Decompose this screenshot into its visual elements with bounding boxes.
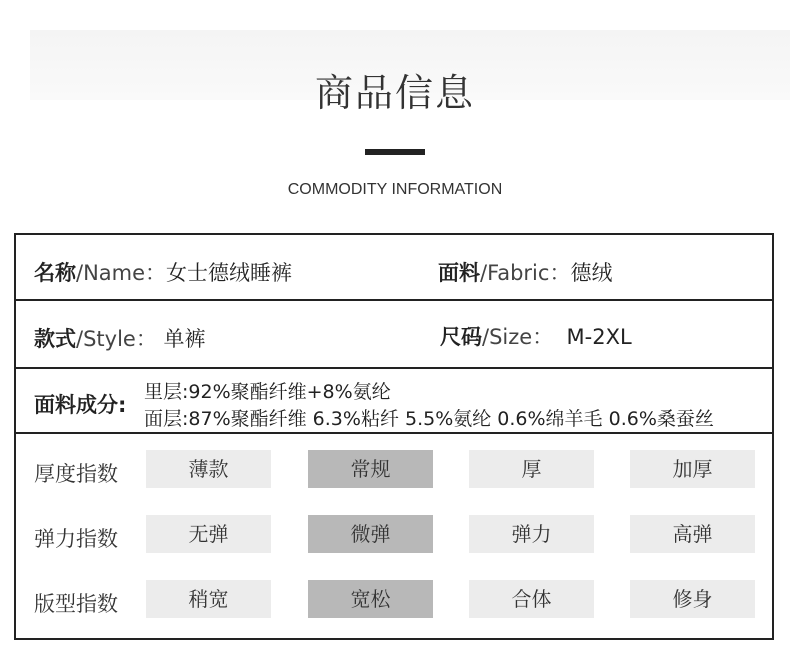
- name-label-en: /Name: [76, 261, 146, 285]
- index-row: [16, 580, 772, 620]
- name-value: 女士德绒睡裤: [166, 261, 293, 285]
- title-divider: [365, 149, 425, 155]
- size-label: 尺码: [440, 325, 482, 349]
- index-row: [16, 450, 772, 490]
- size-label-en: /Size: [482, 325, 533, 349]
- composition-label: 面料成分:: [34, 393, 127, 417]
- size-field: 尺码/Size： M-2XL: [440, 325, 632, 349]
- index-option-selected: 宽松: [308, 580, 433, 618]
- index-option: 稍宽: [146, 580, 271, 618]
- composition-outer: 面层:87%聚酯纤维 6.3%粘纤 5.5%氨纶 0.6%绵羊毛 0.6%桑蚕丝: [144, 408, 714, 430]
- index-option: 弹力: [469, 515, 594, 553]
- index-option: 薄款: [146, 450, 271, 488]
- fabric-value: 德绒: [570, 261, 613, 285]
- name-field: 名称/Name：女士德绒睡裤: [34, 261, 293, 285]
- index-label: 版型指数: [34, 592, 118, 616]
- index-label: 弹力指数: [34, 527, 118, 551]
- index-option: 厚: [469, 450, 594, 488]
- info-row-composition: [16, 369, 772, 434]
- style-field: 款式/Style： 单裤: [34, 327, 206, 351]
- info-row-style: [16, 301, 772, 369]
- info-row-name: [16, 235, 772, 301]
- fabric-field: 面料/Fabric：德绒: [438, 261, 613, 285]
- style-value: 单裤: [163, 327, 206, 351]
- page-title: 商品信息: [314, 71, 475, 115]
- index-row: [16, 515, 772, 555]
- index-option: 无弹: [146, 515, 271, 553]
- index-option: 高弹: [630, 515, 755, 553]
- style-label: 款式: [34, 327, 76, 351]
- fabric-label-en: /Fabric: [480, 261, 550, 285]
- product-info-table: [14, 233, 774, 640]
- style-label-en: /Style: [76, 327, 136, 351]
- index-option: 修身: [630, 580, 755, 618]
- fabric-label: 面料: [438, 261, 480, 285]
- index-option: 加厚: [630, 450, 755, 488]
- index-option-selected: 常规: [308, 450, 433, 488]
- size-value: M-2XL: [566, 325, 632, 349]
- index-label: 厚度指数: [34, 462, 118, 486]
- index-option: 合体: [469, 580, 594, 618]
- name-label: 名称: [34, 261, 76, 285]
- composition-inner: 里层:92%聚酯纤维+8%氨纶: [144, 381, 391, 403]
- page-subtitle: COMMODITY INFORMATION: [287, 181, 503, 198]
- index-option-selected: 微弹: [308, 515, 433, 553]
